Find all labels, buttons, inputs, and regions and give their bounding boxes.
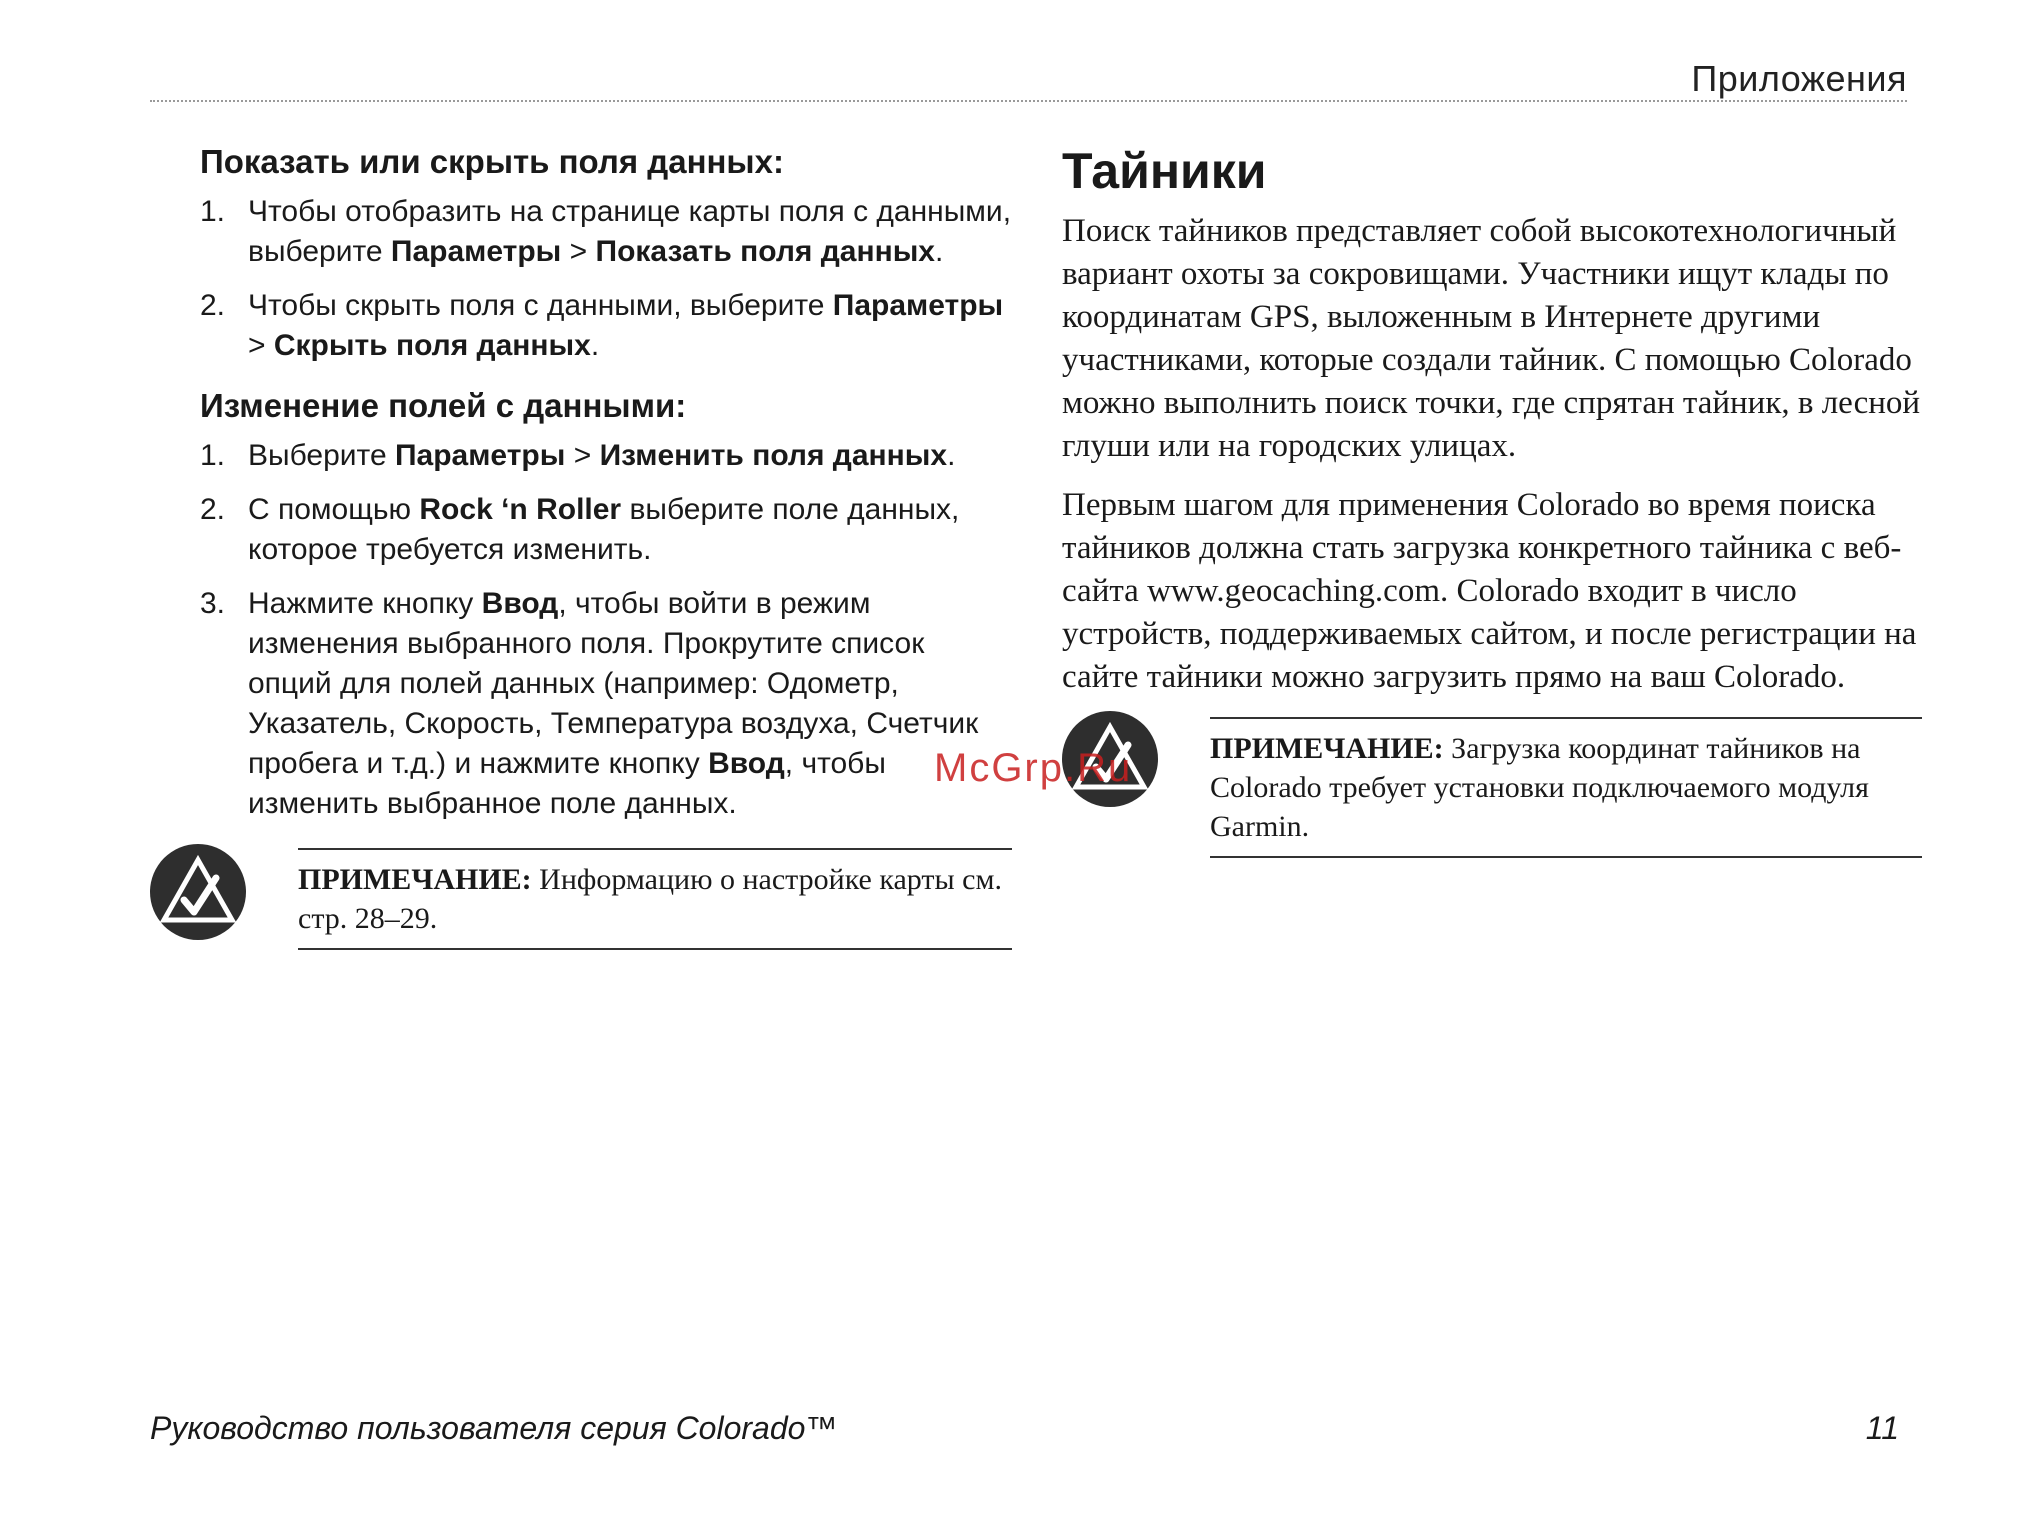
step-number: 2. bbox=[200, 289, 226, 322]
step-text: > bbox=[561, 235, 596, 268]
step-text: Выберите bbox=[248, 439, 395, 472]
header-divider bbox=[150, 100, 1907, 102]
step-text: . bbox=[590, 329, 600, 362]
note-body: Информацию о настройке карты см. стр. 28–29. bbox=[298, 863, 1002, 935]
list-item bbox=[200, 436, 1012, 476]
note-check-icon bbox=[150, 844, 246, 940]
section-title: Приложения bbox=[1691, 58, 1907, 99]
list-item bbox=[200, 584, 1012, 824]
menu-term: Rock ‘n Roller bbox=[419, 493, 622, 526]
geocaches-first-step: Первым шагом для применения Colorado во время поиска тайников должна стать загрузка конкретного тайника с веб-сайта www.geocaching.com. Colorado входит в число устройств, поддерживаемых сайтом, и после регистрации на сайте тайники можно загрузить прямо на ваш Colorado. bbox=[1062, 487, 1917, 695]
menu-term: Показать поля данных bbox=[595, 235, 935, 268]
geocaches-heading: Тайники bbox=[1062, 143, 1267, 199]
change-fields-steps bbox=[200, 436, 1012, 824]
footer-manual-title: Руководство пользователя серия Colorado™ bbox=[150, 1410, 838, 1446]
left-column bbox=[150, 140, 1012, 950]
step-text: Нажмите кнопку bbox=[248, 587, 482, 620]
list-item bbox=[200, 286, 1012, 366]
step-number: 1. bbox=[200, 195, 226, 228]
page-number: 11 bbox=[1865, 1410, 1899, 1446]
menu-term: Параметры bbox=[390, 235, 562, 268]
note-map-settings bbox=[150, 848, 1012, 950]
menu-term: Ввод bbox=[481, 587, 559, 620]
step-number: 3. bbox=[200, 587, 226, 620]
step-number: 1. bbox=[200, 439, 226, 472]
right-column bbox=[1062, 140, 1922, 858]
change-fields-heading: Изменение полей с данными: bbox=[200, 387, 687, 424]
step-text: . bbox=[935, 235, 944, 268]
step-text: > bbox=[248, 329, 274, 362]
watermark: McGrp.Ru bbox=[934, 746, 1133, 790]
step-text: , чтобы изменить выбранное поле данных. bbox=[248, 747, 886, 820]
step-text: С помощью bbox=[248, 493, 420, 526]
list-item bbox=[200, 192, 1012, 272]
step-text: > bbox=[565, 439, 600, 472]
note-text bbox=[1210, 717, 1922, 858]
step-number: 2. bbox=[200, 493, 226, 526]
note-plugin bbox=[1062, 717, 1922, 858]
show-hide-steps bbox=[200, 192, 1012, 366]
show-hide-heading: Показать или скрыть поля данных: bbox=[200, 143, 784, 180]
note-body: Загрузка координат тайников на Colorado требует установки подключаемого модуля Garmin. bbox=[1210, 732, 1869, 843]
step-text: Чтобы скрыть поля с данными, выберите bbox=[248, 289, 833, 322]
menu-term: Параметры bbox=[394, 439, 566, 472]
menu-term: Параметры bbox=[832, 289, 1004, 322]
menu-term: Изменить поля данных bbox=[599, 439, 948, 472]
note-label: ПРИМЕЧАНИЕ: bbox=[1210, 732, 1444, 765]
geocaches-intro: Поиск тайников представляет собой высокотехнологичный вариант охоты за сокровищами. Участники ищут клады по координатам GPS, выложенным в Интернете другими участниками, которые создали тайник. С помощью Colorado можно выполнить поиск точки, где спрятан тайник, в лесной глуши или на городских улицах. bbox=[1062, 213, 1921, 464]
note-label: ПРИМЕЧАНИЕ: bbox=[298, 863, 532, 896]
menu-term: Ввод bbox=[708, 747, 785, 780]
menu-term: Скрыть поля данных bbox=[273, 329, 591, 362]
step-text: выберите поле данных, которое требуется изменить. bbox=[248, 493, 960, 566]
step-text: , чтобы войти в режим изменения выбранного поля. Прокрутите список опций для полей данных (например: Одометр, Указатель, Скорость, Температура воздуха, Счетчик пробега и т.д.) и нажмите кнопку bbox=[248, 587, 979, 780]
step-text: Чтобы отобразить на странице карты поля с данными, выберите bbox=[248, 195, 1012, 268]
list-item bbox=[200, 490, 1012, 570]
step-text: . bbox=[947, 439, 956, 472]
note-text bbox=[298, 848, 1012, 950]
